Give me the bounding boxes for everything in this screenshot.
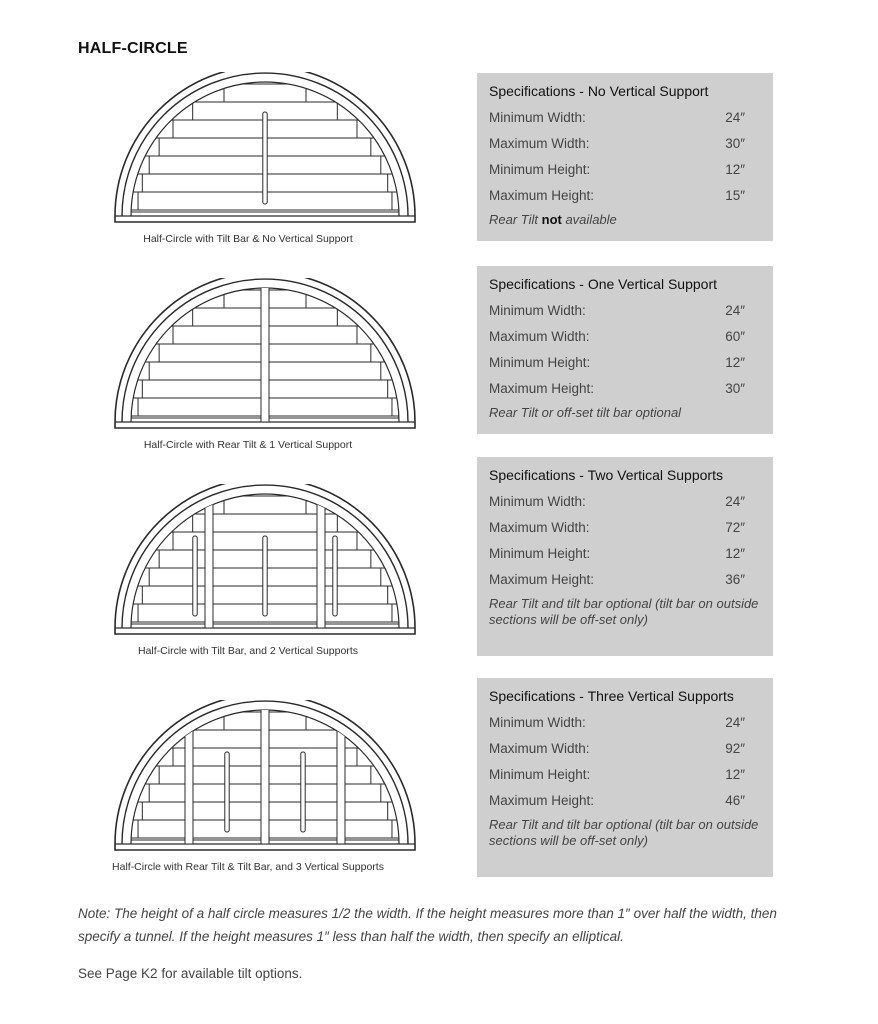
shutter-svg	[100, 700, 430, 852]
spec-min-height	[489, 762, 761, 788]
spec-value: 24″	[725, 494, 745, 509]
spec-label: Minimum Width:	[489, 303, 586, 318]
spec-title: Specifications - Three Vertical Supports	[489, 688, 734, 704]
page-title: HALF-CIRCLE	[78, 40, 188, 57]
spec-value: 15″	[725, 188, 745, 203]
spec-note: Rear Tilt and tilt bar optional (tilt bar on outside sections will be off-set only)	[489, 596, 759, 627]
spec-label: Maximum Height:	[489, 381, 595, 396]
shutter-svg	[100, 72, 430, 224]
spec-min-width	[489, 105, 761, 131]
spec-label: Maximum Height:	[489, 793, 595, 808]
spec-max-width	[489, 324, 761, 350]
spec-label: Maximum Height:	[489, 188, 595, 203]
spec-label: Minimum Height:	[489, 355, 591, 370]
spec-note: Rear Tilt not available	[489, 212, 617, 227]
spec-box-no-support	[477, 73, 773, 241]
spec-value: 60″	[725, 329, 745, 344]
spec-title: Specifications - One Vertical Support	[489, 276, 718, 292]
shutter-svg	[100, 278, 430, 430]
spec-value: 12″	[725, 767, 745, 782]
spec-label: Minimum Height:	[489, 546, 591, 561]
drawing-caption: Half-Circle with Rear Tilt & 1 Vertical Support	[143, 439, 353, 451]
shutter-svg	[100, 484, 430, 636]
spec-min-width	[489, 298, 761, 324]
half-circle-drawing-two-supports	[100, 484, 430, 636]
spec-label: Minimum Width:	[489, 110, 586, 125]
spec-box-three-supports	[477, 678, 773, 877]
spec-box-one-support	[477, 266, 773, 434]
spec-max-height	[489, 567, 761, 593]
spec-value: 12″	[725, 162, 745, 177]
spec-value: 12″	[725, 355, 745, 370]
spec-max-height	[489, 788, 761, 814]
footer-note: Note: The height of a half circle measures 1/2 the width. If the height measures more than 1″ over half the width, then specify a tunnel. If the height measures 1″ less than half the width, then specify an elliptical.	[78, 906, 777, 944]
spec-value: 12″	[725, 546, 745, 561]
spec-min-width	[489, 710, 761, 736]
spec-label: Maximum Width:	[489, 520, 590, 535]
spec-max-height	[489, 376, 761, 402]
spec-max-height	[489, 183, 761, 209]
spec-title: Specifications - No Vertical Support	[489, 83, 709, 99]
spec-value: 30″	[725, 381, 745, 396]
half-circle-drawing-no-support	[100, 72, 430, 224]
spec-label: Maximum Width:	[489, 329, 590, 344]
spec-value: 36″	[725, 572, 745, 587]
spec-label: Minimum Width:	[489, 715, 586, 730]
spec-label: Minimum Height:	[489, 162, 591, 177]
spec-label: Maximum Width:	[489, 136, 590, 151]
half-circle-drawing-one-support	[100, 278, 430, 430]
spec-label: Minimum Width:	[489, 494, 586, 509]
spec-min-width	[489, 489, 761, 515]
spec-min-height	[489, 350, 761, 376]
spec-title: Specifications - Two Vertical Supports	[489, 467, 723, 483]
see-page-reference: See Page K2 for available tilt options.	[78, 966, 303, 981]
spec-max-width	[489, 736, 761, 762]
spec-value: 30″	[725, 136, 745, 151]
spec-max-width	[489, 131, 761, 157]
spec-value: 46″	[725, 793, 745, 808]
spec-max-width	[489, 515, 761, 541]
spec-box-two-supports	[477, 457, 773, 656]
spec-label: Maximum Height:	[489, 572, 595, 587]
spec-min-height	[489, 157, 761, 183]
half-circle-drawing-three-supports	[100, 700, 430, 852]
spec-value: 24″	[725, 303, 745, 318]
drawing-caption: Half-Circle with Rear Tilt & Tilt Bar, and 3 Vertical Supports	[112, 861, 384, 873]
spec-value: 24″	[725, 715, 745, 730]
spec-note: Rear Tilt and tilt bar optional (tilt bar on outside sections will be off-set only)	[489, 817, 759, 848]
drawing-caption: Half-Circle with Tilt Bar & No Vertical Support	[143, 233, 353, 245]
spec-note: Rear Tilt or off-set tilt bar optional	[489, 405, 682, 420]
spec-value: 24″	[725, 110, 745, 125]
spec-min-height	[489, 541, 761, 567]
drawing-caption: Half-Circle with Tilt Bar, and 2 Vertical Supports	[137, 645, 358, 657]
spec-label: Maximum Width:	[489, 741, 590, 756]
spec-value: 72″	[725, 520, 745, 535]
spec-value: 92″	[725, 741, 745, 756]
spec-label: Minimum Height:	[489, 767, 591, 782]
